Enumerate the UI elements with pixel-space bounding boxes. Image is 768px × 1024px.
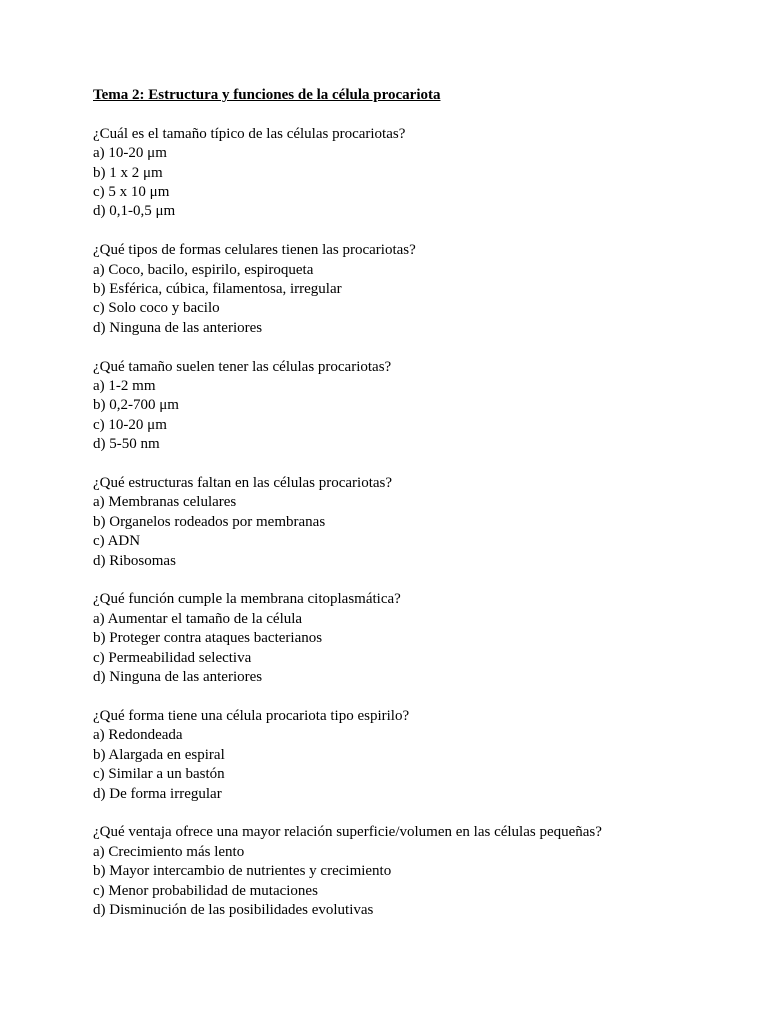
question-block-1 xyxy=(93,125,733,222)
question-text: ¿Qué estructuras faltan en las células procariotas? xyxy=(93,475,393,492)
option-a: a) Coco, bacilo, espirilo, espiroqueta xyxy=(93,261,314,278)
document-title: Tema 2: Estructura y funciones de la célula procariota xyxy=(93,87,441,103)
option-c: c) Solo coco y bacilo xyxy=(93,300,220,317)
option-c: c) 10-20 μm xyxy=(93,416,167,433)
option-b: b) Mayor intercambio de nutrientes y crecimiento xyxy=(93,863,392,880)
option-a: a) Crecimiento más lento xyxy=(93,843,245,860)
question-text: ¿Qué tamaño suelen tener las células procariotas? xyxy=(93,358,392,375)
option-b: b) 0,2-700 μm xyxy=(93,397,179,414)
question-text: ¿Qué función cumple la membrana citoplasmática? xyxy=(93,591,401,608)
option-d: d) De forma irregular xyxy=(93,785,222,802)
question-text: ¿Cuál es el tamaño típico de las células procariotas? xyxy=(93,125,406,142)
option-d: d) Ninguna de las anteriores xyxy=(93,319,263,336)
option-d: d) 5-50 nm xyxy=(93,436,160,453)
question-block-7 xyxy=(93,823,733,920)
document-page xyxy=(93,86,733,940)
option-b: b) Esférica, cúbica, filamentosa, irregular xyxy=(93,281,342,298)
question-text: ¿Qué forma tiene una célula procariota tipo espirilo? xyxy=(93,707,410,724)
option-a: a) Membranas celulares xyxy=(93,494,237,511)
option-c: c) Menor probabilidad de mutaciones xyxy=(93,882,318,899)
option-a: a) Redondeada xyxy=(93,727,183,744)
question-text: ¿Qué tipos de formas celulares tienen las procariotas? xyxy=(93,242,416,259)
question-block-4 xyxy=(93,474,733,571)
question-list xyxy=(93,125,733,921)
option-b: b) 1 x 2 μm xyxy=(93,164,163,181)
option-b: b) Alargada en espiral xyxy=(93,746,225,763)
option-a: a) 1-2 mm xyxy=(93,378,156,395)
question-block-5 xyxy=(93,590,733,687)
option-d: d) Disminución de las posibilidades evolutivas xyxy=(93,901,374,918)
option-c: c) Permeabilidad selectiva xyxy=(93,649,252,666)
option-d: d) Ninguna de las anteriores xyxy=(93,669,263,686)
question-block-2 xyxy=(93,241,733,338)
option-a: a) Aumentar el tamaño de la célula xyxy=(93,610,303,627)
option-d: d) 0,1-0,5 μm xyxy=(93,203,176,220)
option-c: c) 5 x 10 μm xyxy=(93,184,170,201)
question-block-3 xyxy=(93,358,733,455)
option-c: c) Similar a un bastón xyxy=(93,766,225,783)
question-block-6 xyxy=(93,707,733,804)
option-c: c) ADN xyxy=(93,533,141,550)
question-text: ¿Qué ventaja ofrece una mayor relación superficie/volumen en las células pequeñas? xyxy=(93,824,602,841)
option-a: a) 10-20 μm xyxy=(93,145,167,162)
option-b: b) Organelos rodeados por membranas xyxy=(93,513,326,530)
option-b: b) Proteger contra ataques bacterianos xyxy=(93,630,323,647)
option-d: d) Ribosomas xyxy=(93,552,176,569)
